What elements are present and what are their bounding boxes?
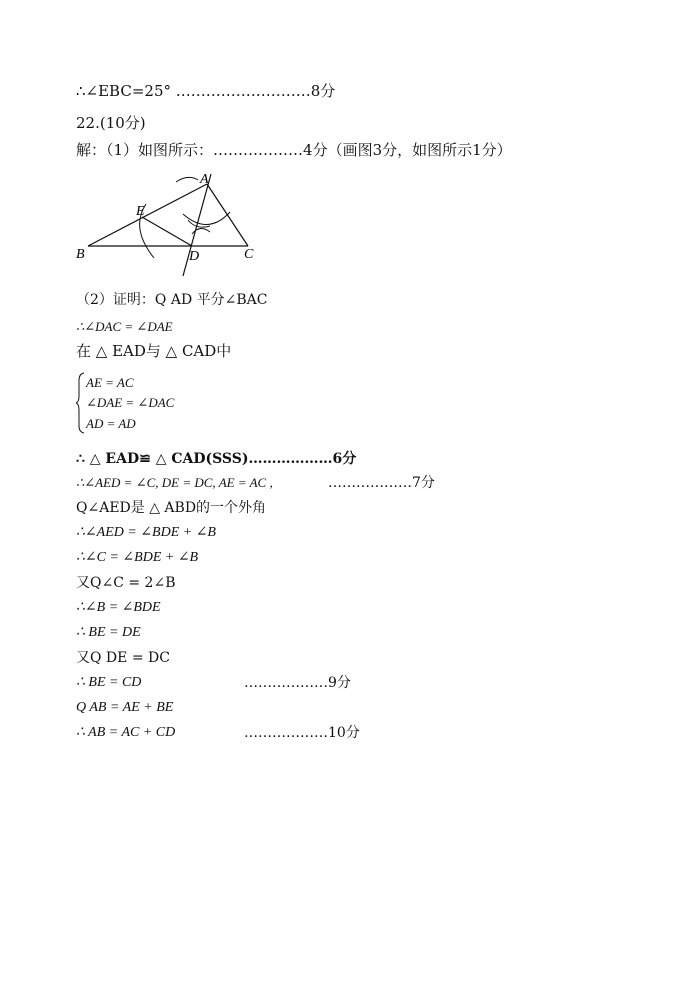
ab-sum: Q AB = AE + BE: [76, 700, 174, 715]
congruence-consequences: ∴∠AED = ∠C, DE = DC, AE = AC ,: [76, 475, 273, 490]
be-eq-cd: ∴ BE = CD: [76, 675, 142, 690]
system-row-3: AD = AD: [86, 416, 136, 431]
label-e: E: [136, 204, 145, 219]
proof-step-angle-eq: ∴∠DAC = ∠DAE: [76, 319, 173, 334]
solution-part1: 解：（1）如图所示：………………4分（画图3分，如图所示1分）: [76, 141, 512, 159]
angle-c-eq: ∴∠C = ∠BDE + ∠B: [76, 550, 199, 565]
angle-b-eq: ∴∠B = ∠BDE: [76, 600, 161, 615]
segment-ed: [142, 217, 192, 246]
exterior-angle-eq: ∴∠AED = ∠BDE + ∠B: [76, 525, 216, 540]
proof-triangle-intro: 在 △ EAD与 △ CAD中: [76, 342, 232, 360]
side-ab: [88, 184, 207, 246]
geometry-figure: [70, 168, 270, 283]
given-angle-c: 又Q∠C = 2∠B: [76, 575, 176, 591]
arc-upper: [176, 177, 198, 182]
exterior-angle-claim: Q∠AED是 △ ABD的一个外角: [76, 500, 267, 516]
label-c: C: [244, 247, 254, 262]
system-brace: [76, 372, 86, 434]
label-d: D: [189, 249, 200, 264]
label-a: A: [200, 172, 209, 187]
final-result: ∴ AB = AC + CD: [76, 725, 176, 740]
label-b: B: [76, 247, 85, 262]
system-row-2: ∠DAE = ∠DAC: [86, 395, 175, 410]
system-row-1: AE = AC: [86, 375, 134, 390]
congruence-result: ∴ △ EAD≌ △ CAD(SSS)………………6分: [76, 451, 357, 467]
be-eq-de: ∴ BE = DE: [76, 625, 141, 640]
de-eq-dc: 又Q DE = DC: [76, 650, 170, 666]
proof-start: （2）证明：Q AD 平分∠BAC: [76, 292, 268, 308]
score-10: ………………10分: [244, 725, 360, 741]
step-ebc-result: ∴∠EBC=25° ………………………8分: [76, 82, 336, 100]
score-7: ………………7分: [328, 475, 435, 491]
score-9: ………………9分: [244, 675, 351, 691]
problem-number: 22.(10分): [76, 114, 146, 132]
